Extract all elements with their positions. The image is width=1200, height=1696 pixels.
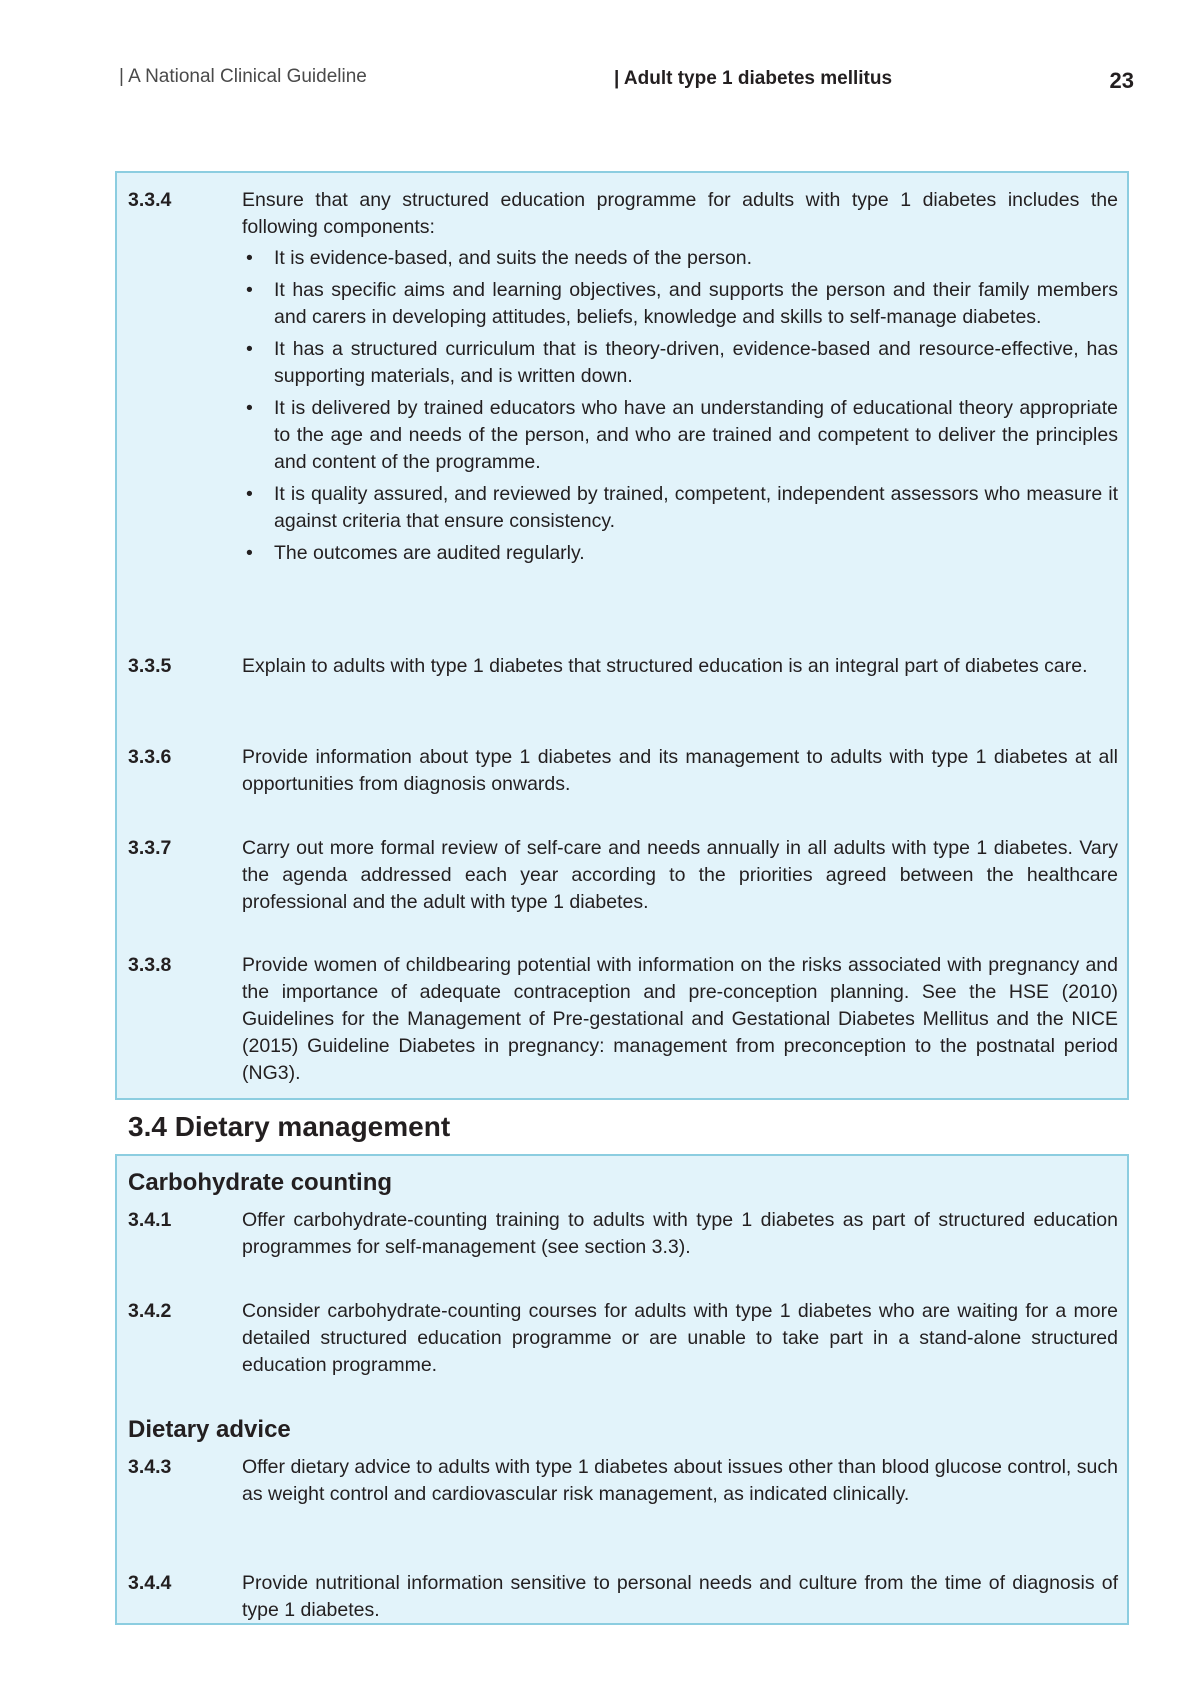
- recommendation-intro: Ensure that any structured education programme for adults with type 1 diabetes includes the following components:: [242, 189, 1118, 238]
- recommendation-number: 3.3.6: [128, 746, 172, 768]
- list-item: • It is quality assured, and reviewed by trained, competent, independent assessors who measure it against criteria that ensure consistency.: [246, 483, 1118, 532]
- recommendations-box: [115, 171, 1129, 1625]
- recommendation-text: Provide nutritional information sensitive to personal needs and culture from the time of diagnosis of type 1 diabetes.: [242, 1572, 1118, 1621]
- recommendation-number: 3.4.2: [128, 1300, 172, 1322]
- document-title: | Adult type 1 diabetes mellitus: [614, 68, 893, 89]
- bullet-icon: •: [246, 542, 253, 564]
- recommendation-text: Offer dietary advice to adults with type 1 diabetes about issues other than blood glucose control, such as weight control and cardiovascular risk management, as indicated clinically.: [242, 1456, 1118, 1505]
- bullet-icon: •: [246, 338, 253, 360]
- bullet-icon: •: [246, 483, 253, 505]
- bullet-icon: •: [246, 247, 253, 269]
- recommendation-number: 3.3.7: [128, 837, 172, 859]
- recommendation-number: 3.3.5: [128, 655, 172, 677]
- recommendation-text: Consider carbohydrate-counting courses for adults with type 1 diabetes who are waiting for a more detailed structured education programme or are unable to take part in a stand-alone structured education programme.: [242, 1300, 1118, 1376]
- page-header: [0, 66, 1200, 96]
- list-item: • It is evidence-based, and suits the needs of the person.: [242, 245, 1118, 272]
- list-item: • It has specific aims and learning objectives, and supports the person and their family members and carers in developing attitudes, beliefs, knowledge and skills to self-manage diabetes.: [246, 279, 1118, 328]
- section-title: 3.4 Dietary management: [128, 1111, 451, 1142]
- recommendation-text: Provide information about type 1 diabetes and its management to adults with type 1 diabetes at all opportunities from diagnosis onwards.: [242, 746, 1118, 795]
- recommendation-text: Carry out more formal review of self-care and needs annually in all adults with type 1 diabetes. Vary the agenda addressed each year according to the priorities agreed between the healthcare professional and the adult with type 1 diabetes.: [242, 837, 1118, 913]
- recommendation-number: 3.4.1: [128, 1209, 172, 1231]
- subsection-heading: Carbohydrate counting: [128, 1169, 393, 1196]
- guideline-label: | A National Clinical Guideline: [119, 66, 367, 87]
- recommendation-text: Explain to adults with type 1 diabetes that structured education is an integral part of diabetes care.: [242, 655, 1088, 677]
- recommendation-text: [242, 187, 1118, 572]
- section-heading-band: [115, 1098, 1129, 1156]
- list-item: • It is delivered by trained educators who have an understanding of educational theory appropriate to the age and needs of the person, and who are trained and competent to deliver the principles and content of the programme.: [246, 397, 1118, 473]
- list-item: • It has a structured curriculum that is theory-driven, evidence-based and resource-effective, has supporting materials, and is written down.: [246, 338, 1118, 387]
- recommendation-number: 3.3.8: [128, 954, 172, 976]
- component-list: [242, 245, 1118, 567]
- list-item: • The outcomes are audited regularly.: [242, 540, 1118, 567]
- recommendation-number: 3.4.3: [128, 1456, 172, 1478]
- bullet-icon: •: [246, 279, 253, 301]
- recommendation-number: 3.3.4: [128, 189, 172, 211]
- recommendation-text: Provide women of childbearing potential with information on the risks associated with pregnancy and the importance of adequate contraception and pre-conception planning. See the HSE (2010) Guidelines for the Management of Pre-gestational and Gestational Diabetes Mellitus and the NICE (2015) Guideline Diabetes in pregnancy: management from preconception to the postnatal period (NG3).: [242, 954, 1118, 1084]
- recommendation-number: 3.4.4: [128, 1572, 172, 1594]
- recommendation-text: Offer carbohydrate-counting training to adults with type 1 diabetes as part of structured education programmes for self-management (see section 3.3).: [242, 1209, 1118, 1258]
- subsection-heading: Dietary advice: [128, 1416, 291, 1443]
- bullet-icon: •: [246, 397, 253, 419]
- page-number: 23: [1109, 68, 1134, 93]
